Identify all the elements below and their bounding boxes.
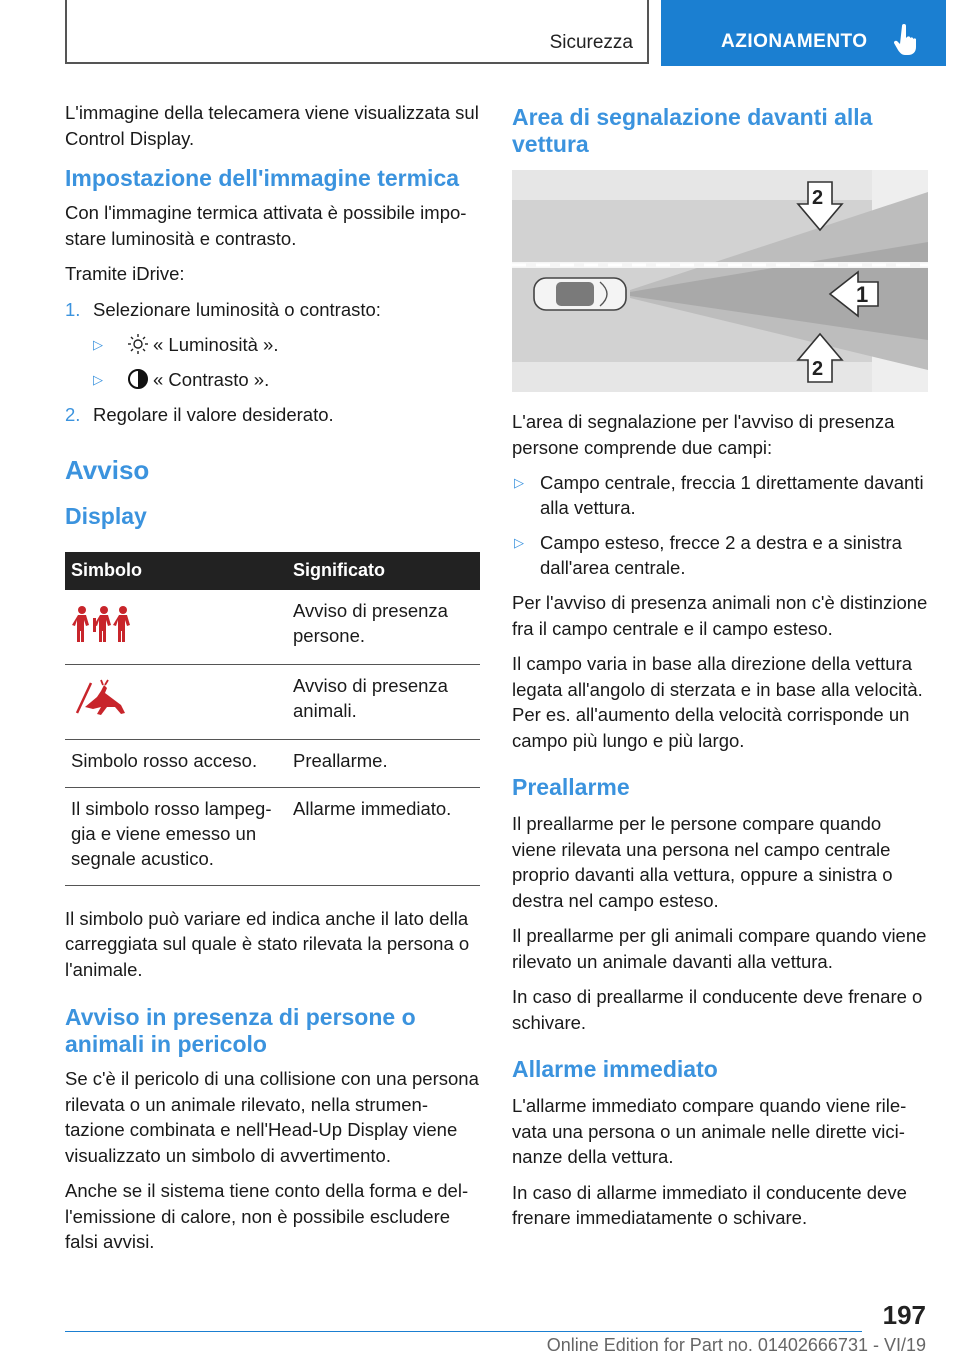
list-item-text: Campo esteso, frecce 2 a destra e a sinistra dall'area centrale.	[540, 532, 902, 578]
arrow-label: 1	[856, 282, 869, 307]
bullet-triangle-icon: ▷	[514, 475, 524, 490]
table-cell	[65, 590, 287, 665]
danger-text-2: Anche se il sistema tiene conto della forma e dell'emissione di calore, non è possibile escludere falsi avvisi.	[65, 1180, 469, 1252]
steps-list	[65, 297, 480, 427]
display-heading: Display	[65, 502, 147, 529]
table-cell: Avviso di presenza persone.	[287, 590, 480, 665]
thermal-heading: Impostazione dell'immagine termica	[65, 165, 460, 191]
area-text: L'area di segnalazione per l'avviso di presenza persone comprende due campi:	[512, 411, 895, 458]
step-number: 1.	[65, 298, 81, 320]
table-cell: Avviso di presenza animali.	[287, 664, 480, 739]
bullet-triangle-icon: ▷	[514, 535, 524, 550]
pedestrians-warning-icon	[71, 604, 131, 644]
table-row	[65, 739, 480, 787]
sub-text: « Luminosità ».	[153, 333, 279, 355]
thermal-text: Con l'immagine termica attivata è possibile impostare luminosità e contrasto.	[65, 202, 467, 249]
chapter-title: AZIONAMENTO	[721, 31, 868, 52]
table-cell: Simbolo rosso acceso.	[65, 739, 287, 787]
arrow-label: 2	[812, 358, 824, 380]
animals-text: Per l'avviso di presenza animali non c'è distinzione fra il campo centrale e il campo esteso.	[512, 592, 928, 639]
right-column	[512, 100, 930, 1241]
table-cell: Preallarme.	[287, 739, 480, 787]
bullet-triangle-icon: ▷	[93, 336, 103, 352]
car-icon	[534, 278, 626, 310]
sub-item	[93, 367, 480, 392]
step-item	[65, 297, 480, 322]
detection-area-diagram	[512, 170, 928, 392]
sub-item	[93, 332, 480, 357]
edition-footer: Online Edition for Part no. 01402666731 - VI/19	[546, 1335, 926, 1355]
table-cell: Il simbolo rosso lampeggia e viene emesso un segnale acustico.	[65, 787, 287, 885]
preallarme-text-3: In caso di preallarme il conducente deve frenare o schivare.	[512, 986, 923, 1033]
table-cell	[65, 664, 287, 739]
animal-warning-icon	[71, 679, 131, 719]
footer-divider	[65, 1331, 862, 1332]
table-row	[65, 590, 480, 665]
preallarme-heading: Preallarme	[512, 774, 630, 800]
table-row	[65, 787, 480, 885]
step-number: 2.	[65, 403, 81, 425]
table-header-row	[65, 552, 480, 590]
list-item	[512, 530, 930, 580]
brightness-icon	[127, 333, 149, 355]
avviso-heading: Avviso	[65, 454, 150, 485]
preallarme-text-2: Il preallarme per gli animali compare quando viene rilevato un animale davanti alla vettura.	[512, 925, 927, 972]
left-column	[65, 100, 480, 1265]
chapter-tab	[661, 0, 946, 66]
table-row	[65, 664, 480, 739]
immediate-text-1: L'allarme immediato compare quando viene rilevata una persona o un animale nelle dirette vicinanze della vettura.	[512, 1095, 907, 1167]
arrow-label: 2	[812, 187, 824, 209]
immediate-heading: Allarme immediato	[512, 1056, 718, 1082]
section-title: Sicurezza	[549, 32, 633, 53]
table-cell: Allarme immediato.	[287, 787, 480, 885]
contrast-icon	[127, 368, 149, 390]
page-number: 197	[882, 1300, 926, 1330]
varia-text: Il campo varia in base alla direzione della vettura legata all'angolo di sterzata e in base alla velocità. Per es. all'aumento della velocità corrisponde un campo più lungo e più largo.	[512, 653, 923, 751]
hand-pointer-icon	[894, 24, 920, 56]
area-heading: Area di segnalazione davanti alla vettura	[512, 104, 873, 157]
immediate-text-2: In caso di allarme immediato il conducente deve frenare immediatamente o schivare.	[512, 1181, 907, 1228]
step-text: Regolare il valore desiderato.	[93, 403, 334, 425]
step-item	[65, 402, 480, 427]
list-item-text: Campo centrale, freccia 1 direttamente davanti alla vettura.	[540, 472, 924, 518]
table-header-cell: Simbolo	[65, 552, 287, 590]
idrive-text: Tramite iDrive:	[65, 263, 185, 284]
step-text: Selezionare luminosità o contrasto:	[93, 298, 381, 320]
danger-heading: Avviso in presenza di persone o animali in pericolo	[65, 1004, 416, 1057]
symbol-table	[65, 552, 480, 886]
danger-text-1: Se c'è il pericolo di una collisione con una persona rilevata o un animale rilevato, nella strumentazione combinata e nell'Head-Up Display viene visualizzato un simbolo di avvertimento.	[65, 1068, 479, 1166]
section-box	[65, 0, 649, 64]
table-header-cell: Significato	[287, 552, 480, 590]
bullet-triangle-icon: ▷	[93, 371, 103, 387]
sub-text: « Contrasto ».	[153, 368, 270, 390]
page-header	[0, 0, 960, 66]
intro-text: L'immagine della telecamera viene visualizzata sul Control Display.	[65, 102, 479, 149]
preallarme-text-1: Il preallarme per le persone compare quando viene rilevata una persona nel campo centrale proprio davanti alla vettura, oppure a sinistra o destra nel campo esteso.	[512, 813, 893, 911]
symbol-note: Il simbolo può variare ed indica anche il lato della carreggiata sul quale è stato rilevata la persona o l'animale.	[65, 907, 470, 980]
list-item	[512, 470, 930, 520]
